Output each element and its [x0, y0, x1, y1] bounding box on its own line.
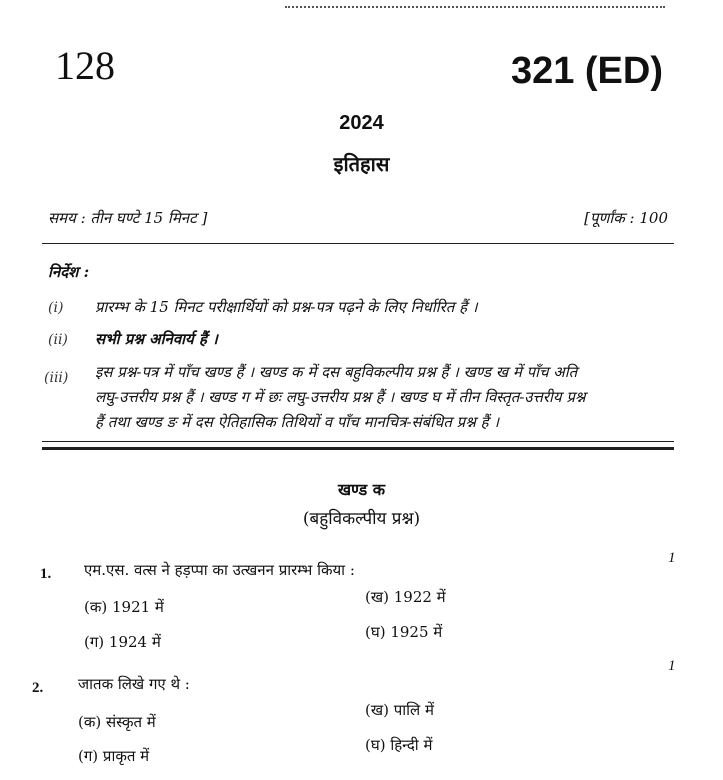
option: (ख) पालि में [365, 701, 434, 719]
instruction-number: (i) [48, 300, 64, 316]
section-title: खण्ड क [337, 480, 386, 499]
paper-code: 321 (ED) [510, 50, 663, 92]
instruction-text-line: इस प्रश्न-पत्र में पाँच खण्ड हैं । खण्ड क में दस बहुविकल्पीय प्रश्न हैं । खण्ड ख में पाँच अति [95, 363, 578, 381]
time-allowed: समय : तीन घण्टे 15 मिनट ] [48, 209, 208, 227]
option: (क) संस्कृत में [78, 713, 156, 731]
question-text: जातक लिखे गए थे : [78, 675, 190, 693]
instruction-number: (ii) [48, 332, 68, 348]
question-number: 1. [40, 566, 52, 582]
option: (घ) हिन्दी में [365, 736, 433, 754]
option: (ख) 1922 में [365, 588, 446, 606]
question-text: एम.एस. वत्स ने हड़प्पा का उत्खनन प्रारम्भ किया : [84, 561, 355, 579]
option: (ग) प्राकृत में [78, 747, 150, 765]
option: (ग) 1924 में [84, 633, 161, 651]
option: (क) 1921 में [84, 598, 164, 616]
instruction-text-line: हैं तथा खण्ड ङ में दस ऐतिहासिक तिथियों व पाँच मानचित्र-संबंधित प्रश्न हैं । [95, 413, 500, 431]
section-subtitle: (बहुविकल्पीय प्रश्न) [302, 509, 421, 529]
exam-year: 2024 [339, 112, 384, 134]
instruction-text: सभी प्रश्न अनिवार्य हैं । [95, 330, 218, 348]
instruction-text: प्रारम्भ के 15 मिनट परीक्षार्थियों को प्रश्न-पत्र पढ़ने के लिए निर्धारित हैं । [95, 298, 478, 316]
question-marks: 1 [668, 658, 676, 674]
instruction-number: (iii) [44, 370, 69, 386]
instruction-text-line: लघु-उत्तरीय प्रश्न हैं । खण्ड ग में छः लघु-उत्तरीय प्रश्न हैं । खण्ड घ में तीन विस्तृत-उत्तरीय प्रश्न [95, 388, 586, 406]
question-marks: 1 [668, 550, 676, 566]
option: (घ) 1925 में [365, 623, 443, 641]
max-marks: [पूर्णांक : 100 [584, 209, 668, 227]
instructions-title: निर्देश : [48, 263, 90, 281]
top-dotted-line [285, 0, 665, 8]
divider-rule-thick [42, 447, 674, 450]
divider-rule [42, 441, 674, 442]
subject-title: इतिहास [333, 152, 390, 176]
question-number: 2. [32, 680, 44, 696]
divider-rule [42, 243, 674, 244]
page-number: 128 [55, 43, 115, 88]
